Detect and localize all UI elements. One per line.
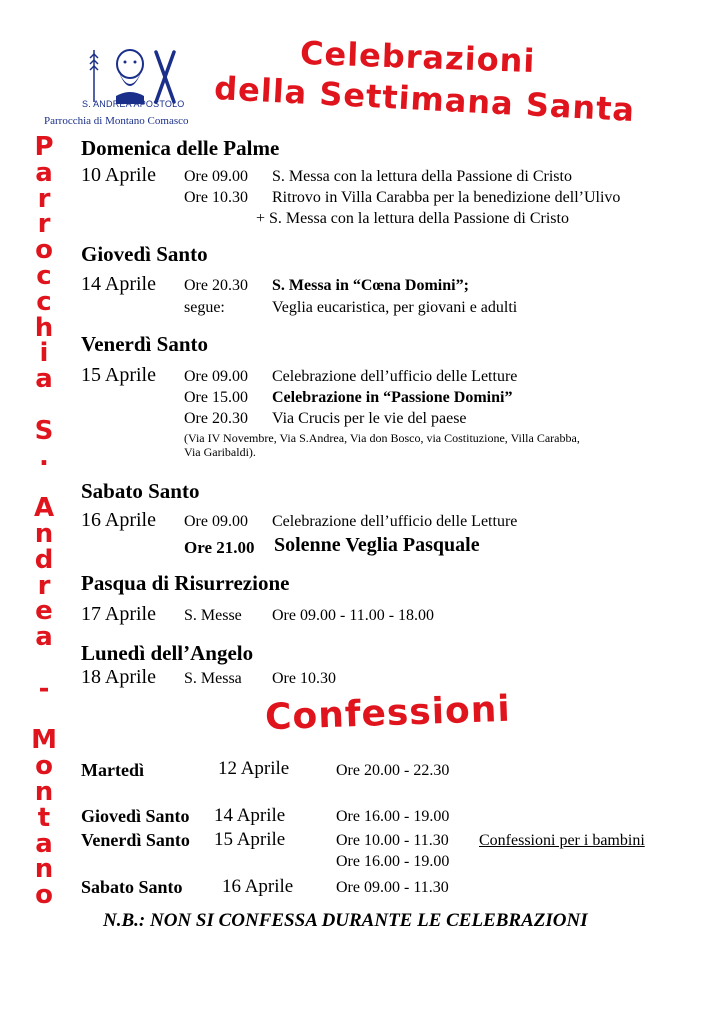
vertical-letter: a [35,157,53,188]
nb-note: N.B.: NON SI CONFESSA DURANTE LE CELEBRAZIONI [103,910,588,931]
vertical-letter: S [34,415,54,446]
conf-time-venerdi-2: Ore 16.00 - 19.00 [336,853,450,870]
vertical-letter: . [39,441,49,472]
vertical-letter: d [34,544,54,575]
label-pasqua: S. Messe [184,607,242,624]
page-title-line1: Celebrazioni [299,33,537,81]
section-heading-palme: Domenica delle Palme [81,136,280,160]
vertical-letter: n [34,776,54,807]
time-palme-1: Ore 09.00 [184,168,248,185]
conf-date-martedi: 12 Aprile [218,758,290,779]
vertical-letter: M [31,725,57,756]
vertical-letter: a [35,364,53,395]
vertical-letter: o [35,880,53,911]
time-sabato-2: Ore 21.00 [184,538,255,557]
conf-day-martedi: Martedì [81,760,144,780]
vertical-letter: h [34,312,54,343]
section-heading-venerdi: Venerdì Santo [81,332,208,356]
label-angelo: S. Messa [184,670,242,687]
vertical-letter: A [33,493,55,524]
logo-subtitle: Parrocchia di Montano Comasco [44,115,189,127]
conf-date-venerdi: 15 Aprile [214,829,286,850]
date-venerdi: 15 Aprile [81,364,156,386]
desc-palme-3: + S. Messa con la lettura della Passione di Cristo [256,210,569,227]
date-pasqua: 17 Aprile [81,603,156,625]
vertical-letter [22,393,66,419]
section-heading-angelo: Lunedì dell’Angelo [81,641,254,665]
confessioni-title: Confessioni [264,688,512,739]
vertical-letter: c [36,260,52,291]
desc-sabato-2: Solenne Veglia Pasquale [274,534,480,556]
page-title-line2: della Settimana Santa [213,68,637,130]
conf-date-sabato: 16 Aprile [222,876,294,897]
time-giovedi-2: segue: [184,299,225,316]
section-heading-giovedi: Giovedì Santo [81,242,208,266]
time-giovedi-1: Ore 20.30 [184,277,248,294]
conf-note-bambini: Confessioni per i bambini [479,832,645,849]
vertical-letter: o [35,751,53,782]
conf-day-giovedi: Giovedì Santo [81,806,190,826]
vertical-letter: r [37,570,51,601]
vertical-letter: - [38,673,50,704]
time-venerdi-3: Ore 20.30 [184,410,248,427]
vertical-letter [22,651,66,677]
note-venerdi-1: (Via IV Novembre, Via S.Andrea, Via don Bosco, via Costituzione, Villa Carabba, [184,431,580,445]
section-heading-pasqua: Pasqua di Risurrezione [81,571,290,595]
logo-name: S. ANDREA APOSTOLO [82,99,185,109]
times-angelo: Ore 10.30 [272,670,336,687]
vertical-letter: a [35,828,53,859]
vertical-letter: P [34,132,54,162]
vertical-letter: r [37,209,51,240]
conf-time-venerdi-1: Ore 10.00 - 11.30 [336,832,449,849]
vertical-letter: r [37,183,51,214]
vertical-letter: t [37,802,51,833]
time-venerdi-2: Ore 15.00 [184,389,248,406]
conf-day-venerdi: Venerdì Santo [81,830,190,850]
time-venerdi-1: Ore 09.00 [184,368,248,385]
time-palme-2: Ore 10.30 [184,189,248,206]
conf-time-giovedi: Ore 16.00 - 19.00 [336,808,450,825]
time-sabato-1: Ore 09.00 [184,513,248,530]
date-palme: 10 Aprile [81,164,156,186]
conf-time-sabato: Ore 09.00 - 11.30 [336,879,449,896]
desc-giovedi-1: S. Messa in “Cœna Domini”; [272,277,469,294]
vertical-letter: n [34,518,54,549]
desc-venerdi-2: Celebrazione in “Passione Domini” [272,389,513,406]
section-heading-sabato: Sabato Santo [81,479,200,503]
vertical-letter: c [36,286,52,317]
vertical-letter: e [35,596,53,627]
vertical-letter: o [35,235,53,266]
desc-venerdi-3: Via Crucis per le vie del paese [272,410,467,427]
vertical-letter: n [34,854,54,885]
desc-giovedi-2: Veglia eucaristica, per giovani e adulti [272,299,518,316]
date-giovedi: 14 Aprile [81,273,156,295]
desc-sabato-1: Celebrazione dell’ufficio delle Letture [272,513,518,530]
vertical-parish-name [22,132,66,911]
desc-palme-2: Ritrovo in Villa Carabba per la benedizione dell’Ulivo [272,189,621,206]
desc-venerdi-1: Celebrazione dell’ufficio delle Letture [272,368,518,385]
date-sabato: 16 Aprile [81,509,156,531]
conf-time-martedi: Ore 20.00 - 22.30 [336,762,450,779]
times-pasqua: Ore 09.00 - 11.00 - 18.00 [272,607,435,624]
conf-day-sabato: Sabato Santo [81,877,183,897]
date-angelo: 18 Aprile [81,666,156,688]
conf-date-giovedi: 14 Aprile [214,805,286,826]
vertical-letter: i [39,338,49,369]
desc-palme-1: S. Messa con la lettura della Passione di Cristo [272,168,572,185]
note-venerdi-2: Via Garibaldi). [184,445,256,459]
vertical-letter: a [35,622,53,653]
